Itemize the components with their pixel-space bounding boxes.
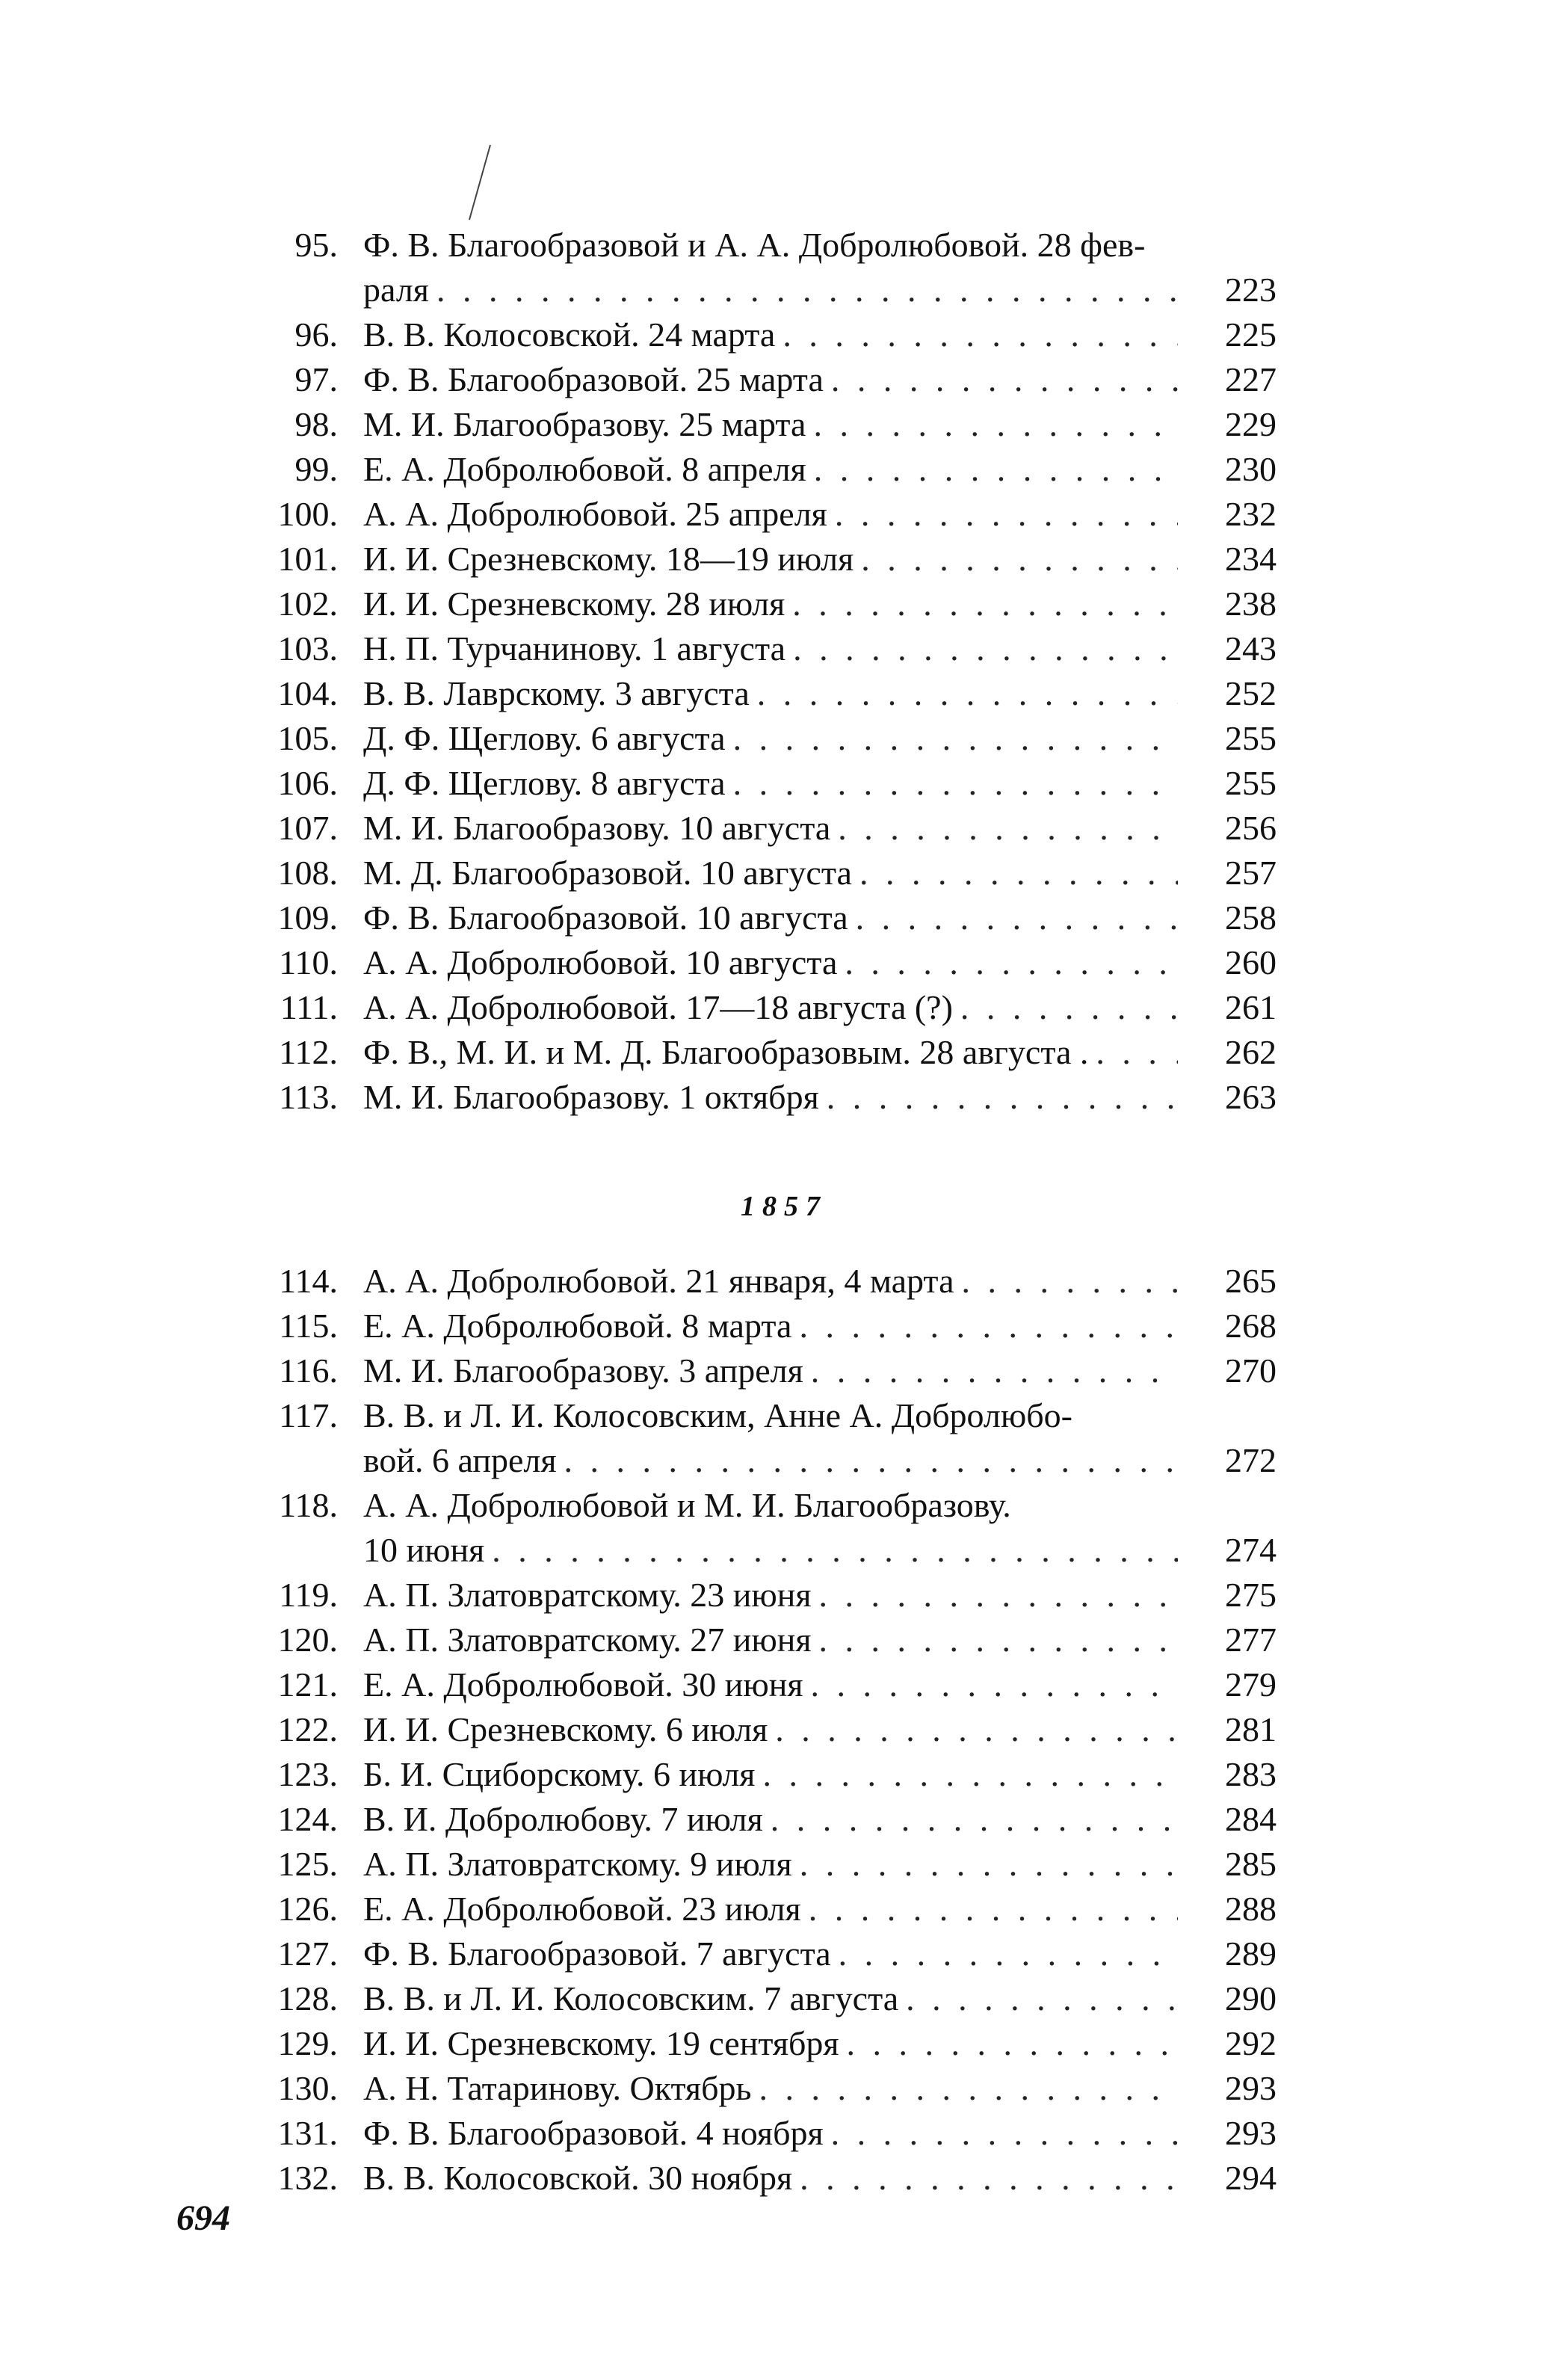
year-heading: 1857 bbox=[741, 1191, 827, 1222]
entry-number: 115. bbox=[279, 1307, 338, 1345]
page-ref: 252 bbox=[1225, 674, 1277, 712]
page-ref: 260 bbox=[1225, 943, 1277, 981]
toc-entry-line bbox=[0, 1932, 1568, 1976]
toc-entry-line bbox=[0, 985, 1568, 1030]
page-ref: 232 bbox=[1225, 495, 1277, 533]
toc-entry-line bbox=[0, 1842, 1568, 1887]
entry-text: Е. А. Добролюбовой. 8 апреля bbox=[363, 450, 806, 488]
page-ref: 292 bbox=[1225, 2024, 1277, 2062]
toc-entry-line bbox=[0, 1438, 1568, 1483]
page-ref: 227 bbox=[1225, 360, 1277, 398]
toc-entry bbox=[0, 895, 1568, 940]
dot-leader bbox=[733, 716, 1178, 761]
entry-text: 10 июня bbox=[363, 1531, 485, 1569]
dot-leader bbox=[811, 1348, 1178, 1393]
entry-text: И. И. Срезневскому. 18—19 июля bbox=[363, 540, 854, 578]
dot-leader bbox=[839, 1932, 1178, 1976]
toc-entry-line bbox=[0, 1797, 1568, 1842]
toc-entry bbox=[0, 626, 1568, 671]
toc-entry-line bbox=[0, 1030, 1568, 1075]
entry-number: 129. bbox=[277, 2024, 338, 2062]
dot-leader bbox=[845, 940, 1178, 985]
dot-leader bbox=[436, 268, 1178, 312]
entry-number: 117. bbox=[279, 1396, 338, 1434]
dot-leader bbox=[861, 537, 1178, 582]
entry-number: 105. bbox=[277, 719, 338, 757]
entry-number: 99. bbox=[294, 450, 338, 488]
pencil-slash-mark bbox=[463, 142, 493, 224]
dot-leader bbox=[1096, 1030, 1178, 1075]
entry-number: 130. bbox=[277, 2069, 338, 2107]
toc-entry bbox=[0, 1932, 1568, 1976]
toc-entry bbox=[0, 223, 1568, 312]
toc-entry bbox=[0, 985, 1568, 1030]
toc-entry bbox=[0, 1348, 1568, 1393]
entry-text: А. П. Златовратскому. 23 июня bbox=[363, 1576, 812, 1614]
page-ref: 289 bbox=[1225, 1934, 1277, 1973]
toc-entry bbox=[0, 492, 1568, 537]
toc-entry bbox=[0, 2156, 1568, 2201]
toc-entry-line bbox=[0, 537, 1568, 582]
page-ref: 272 bbox=[1225, 1441, 1277, 1479]
dot-leader bbox=[818, 1573, 1178, 1618]
entry-text: Е. А. Добролюбовой. 23 июля bbox=[363, 1890, 801, 1928]
toc-entry-line bbox=[0, 1752, 1568, 1797]
entry-text: А. Н. Татаринову. Октябрь bbox=[363, 2069, 752, 2107]
entry-number: 127. bbox=[277, 1934, 338, 1973]
entry-text: И. И. Срезневскому. 6 июля bbox=[363, 1710, 768, 1748]
toc-entry-line bbox=[0, 626, 1568, 671]
toc-entry-line bbox=[0, 761, 1568, 806]
entry-number: 111. bbox=[280, 988, 338, 1026]
toc-entry-line bbox=[0, 940, 1568, 985]
page-ref: 293 bbox=[1225, 2069, 1277, 2107]
entry-text: М. И. Благообразову. 1 октября bbox=[363, 1078, 819, 1116]
page-ref: 262 bbox=[1225, 1033, 1277, 1071]
entry-text: А. А. Добролюбовой и М. И. Благообразову. bbox=[363, 1486, 1011, 1524]
entry-text: А. А. Добролюбовой. 25 апреля bbox=[363, 495, 827, 533]
entry-number: 101. bbox=[277, 540, 338, 578]
toc-entry-line bbox=[0, 268, 1568, 312]
page-ref: 258 bbox=[1225, 898, 1277, 937]
dot-leader bbox=[831, 2111, 1178, 2156]
entry-text: А. А. Добролюбовой. 21 января, 4 марта bbox=[363, 1262, 954, 1300]
entry-number: 121. bbox=[277, 1665, 338, 1704]
toc-entry-line bbox=[0, 716, 1568, 761]
toc-entry-line bbox=[0, 1618, 1568, 1662]
page-ref: 243 bbox=[1225, 629, 1277, 668]
toc-entry bbox=[0, 1304, 1568, 1348]
dot-leader bbox=[783, 312, 1178, 357]
toc-entry-line bbox=[0, 851, 1568, 895]
entry-text: Ф. В. Благообразовой. 25 марта bbox=[363, 360, 824, 398]
toc-entry-line bbox=[0, 447, 1568, 492]
dot-leader bbox=[859, 851, 1178, 895]
toc-entry-line bbox=[0, 895, 1568, 940]
dot-leader bbox=[799, 1304, 1178, 1348]
toc-entry-line bbox=[0, 1662, 1568, 1707]
toc-entry-line bbox=[0, 1304, 1568, 1348]
page-ref: 229 bbox=[1225, 405, 1277, 443]
dot-leader bbox=[906, 1976, 1178, 2021]
page-number: 694 bbox=[176, 2198, 230, 2238]
page-ref: 293 bbox=[1225, 2114, 1277, 2152]
entry-number: 112. bbox=[279, 1033, 338, 1071]
page-ref: 270 bbox=[1225, 1351, 1277, 1390]
dot-leader bbox=[757, 671, 1178, 716]
page-ref: 277 bbox=[1225, 1621, 1277, 1659]
entry-text: вой. 6 апреля bbox=[363, 1441, 557, 1479]
entry-text: Е. А. Добролюбовой. 30 июня bbox=[363, 1665, 803, 1704]
entry-text: М. И. Благообразову. 3 апреля bbox=[363, 1351, 803, 1390]
entry-number: 118. bbox=[279, 1486, 338, 1524]
entry-text: Ф. В., М. И. и М. Д. Благообразовым. 28 августа . bbox=[363, 1033, 1089, 1071]
dot-leader bbox=[814, 447, 1178, 492]
toc-entry-line bbox=[0, 312, 1568, 357]
dot-leader bbox=[771, 1797, 1178, 1842]
toc-entry bbox=[0, 1393, 1568, 1483]
toc-entry-line bbox=[0, 1393, 1568, 1438]
entry-text: В. В. и Л. И. Колосовским. 7 августа bbox=[363, 1979, 899, 2017]
toc-entry bbox=[0, 761, 1568, 806]
toc-entry-line bbox=[0, 1075, 1568, 1120]
entry-text: Ф. В. Благообразовой. 7 августа bbox=[363, 1934, 831, 1973]
toc-entry bbox=[0, 1259, 1568, 1304]
entry-number: 97. bbox=[294, 360, 338, 398]
entry-text: А. А. Добролюбовой. 10 августа bbox=[363, 943, 838, 981]
toc-entry bbox=[0, 582, 1568, 626]
entry-number: 102. bbox=[277, 585, 338, 623]
entry-text: В. В. Колосовской. 24 марта bbox=[363, 315, 776, 354]
toc-entry bbox=[0, 940, 1568, 985]
entry-number: 122. bbox=[277, 1710, 338, 1748]
toc-entry-line bbox=[0, 1528, 1568, 1573]
page-ref: 285 bbox=[1225, 1845, 1277, 1883]
entry-text: Н. П. Турчанинову. 1 августа bbox=[363, 629, 786, 668]
toc-entry-line bbox=[0, 357, 1568, 402]
entry-text: Е. А. Добролюбовой. 8 марта bbox=[363, 1307, 792, 1345]
dot-leader bbox=[960, 985, 1178, 1030]
toc-entry bbox=[0, 1797, 1568, 1842]
entry-number: 98. bbox=[294, 405, 338, 443]
page-ref: 281 bbox=[1225, 1710, 1277, 1748]
dot-leader bbox=[835, 492, 1178, 537]
toc-entry bbox=[0, 1483, 1568, 1573]
entry-text: Ф. В. Благообразовой и А. А. Добролюбовой. 28 фев- bbox=[363, 226, 1146, 264]
entry-number: 96. bbox=[294, 315, 338, 354]
toc-section-1856 bbox=[0, 223, 1568, 1120]
entry-text: М. И. Благообразову. 25 марта bbox=[363, 405, 806, 443]
page-ref: 261 bbox=[1225, 988, 1277, 1026]
dot-leader bbox=[813, 402, 1178, 447]
entry-number: 131. bbox=[277, 2114, 338, 2152]
dot-leader bbox=[492, 1528, 1178, 1573]
toc-entry-line bbox=[0, 402, 1568, 447]
toc-entry-line bbox=[0, 1976, 1568, 2021]
toc-entry-line bbox=[0, 1887, 1568, 1932]
toc-entry bbox=[0, 2021, 1568, 2066]
page-ref: 294 bbox=[1225, 2159, 1277, 2197]
entry-number: 109. bbox=[277, 898, 338, 937]
toc-entry bbox=[0, 1842, 1568, 1887]
page-ref: 255 bbox=[1225, 719, 1277, 757]
toc-entry bbox=[0, 357, 1568, 402]
dot-leader bbox=[962, 1259, 1178, 1304]
page-ref: 290 bbox=[1225, 1979, 1277, 2017]
entry-number: 108. bbox=[277, 854, 338, 892]
page-ref: 225 bbox=[1225, 315, 1277, 354]
toc-entry-line bbox=[0, 223, 1568, 268]
dot-leader bbox=[856, 895, 1178, 940]
toc-entry-line bbox=[0, 2066, 1568, 2111]
page-ref: 274 bbox=[1225, 1531, 1277, 1569]
dot-leader bbox=[792, 582, 1178, 626]
page-ref: 256 bbox=[1225, 809, 1277, 847]
entry-number: 125. bbox=[277, 1845, 338, 1883]
page-ref: 288 bbox=[1225, 1890, 1277, 1928]
entry-text: И. И. Срезневскому. 28 июля bbox=[363, 585, 785, 623]
entry-number: 110. bbox=[279, 943, 338, 981]
page-ref: 265 bbox=[1225, 1262, 1277, 1300]
toc-entry bbox=[0, 537, 1568, 582]
toc-entry-line bbox=[0, 2021, 1568, 2066]
toc-entry-line bbox=[0, 2111, 1568, 2156]
page-ref: 234 bbox=[1225, 540, 1277, 578]
toc-entry bbox=[0, 1887, 1568, 1932]
toc-entry bbox=[0, 447, 1568, 492]
entry-number: 113. bbox=[279, 1078, 338, 1116]
entry-number: 104. bbox=[277, 674, 338, 712]
entry-text: В. В. и Л. И. Колосовским, Анне А. Добролюбо- bbox=[363, 1396, 1072, 1434]
page-ref: 255 bbox=[1225, 764, 1277, 802]
dot-leader bbox=[847, 2021, 1178, 2066]
toc-entry bbox=[0, 312, 1568, 357]
entry-text: Б. И. Сциборскому. 6 июля bbox=[363, 1755, 756, 1793]
toc-entry bbox=[0, 1573, 1568, 1618]
toc-entry-line bbox=[0, 806, 1568, 851]
entry-text: И. И. Срезневскому. 19 сентября bbox=[363, 2024, 839, 2062]
dot-leader bbox=[759, 2066, 1178, 2111]
entry-text: Ф. В. Благообразовой. 4 ноября bbox=[363, 2114, 824, 2152]
toc-entry bbox=[0, 1976, 1568, 2021]
entry-number: 128. bbox=[277, 1979, 338, 2017]
page-ref: 230 bbox=[1225, 450, 1277, 488]
entry-text: Д. Ф. Щеглову. 6 августа bbox=[363, 719, 726, 757]
entry-text: А. А. Добролюбовой. 17—18 августа (?) bbox=[363, 988, 953, 1026]
entry-number: 119. bbox=[279, 1576, 338, 1614]
page-ref: 263 bbox=[1225, 1078, 1277, 1116]
entry-number: 123. bbox=[277, 1755, 338, 1793]
page-ref: 268 bbox=[1225, 1307, 1277, 1345]
dot-leader bbox=[793, 626, 1178, 671]
dot-leader bbox=[811, 1662, 1179, 1707]
dot-leader bbox=[733, 761, 1178, 806]
dot-leader bbox=[818, 1618, 1178, 1662]
toc-entry-line bbox=[0, 492, 1568, 537]
toc-entry bbox=[0, 806, 1568, 851]
dot-leader bbox=[775, 1707, 1178, 1752]
toc-entry-line bbox=[0, 1573, 1568, 1618]
toc-entry-line bbox=[0, 2156, 1568, 2201]
toc-entry-line bbox=[0, 1707, 1568, 1752]
entry-number: 103. bbox=[277, 629, 338, 668]
entry-number: 107. bbox=[277, 809, 338, 847]
entry-number: 106. bbox=[277, 764, 338, 802]
toc-entry bbox=[0, 716, 1568, 761]
toc-section-1857 bbox=[0, 1259, 1568, 2201]
page-ref: 283 bbox=[1225, 1755, 1277, 1793]
entry-text: Ф. В. Благообразовой. 10 августа bbox=[363, 898, 848, 937]
dot-leader bbox=[809, 1887, 1178, 1932]
toc-entry bbox=[0, 1752, 1568, 1797]
dot-leader bbox=[800, 1842, 1178, 1887]
entry-number: 116. bbox=[279, 1351, 338, 1390]
toc-entry bbox=[0, 1030, 1568, 1075]
entry-text: В. В. Колосовской. 30 ноября bbox=[363, 2159, 793, 2197]
toc-entry bbox=[0, 1707, 1568, 1752]
entry-number: 132. bbox=[277, 2159, 338, 2197]
dot-leader bbox=[831, 357, 1178, 402]
entry-number: 100. bbox=[277, 495, 338, 533]
entry-text: А. П. Златовратскому. 9 июля bbox=[363, 1845, 792, 1883]
page-ref: 223 bbox=[1225, 271, 1277, 309]
toc-entry bbox=[0, 2066, 1568, 2111]
page-ref: 238 bbox=[1225, 585, 1277, 623]
toc-entry-line bbox=[0, 1348, 1568, 1393]
toc-entry bbox=[0, 2111, 1568, 2156]
toc-entry-line bbox=[0, 671, 1568, 716]
entry-text: раля bbox=[363, 271, 429, 309]
toc-entry bbox=[0, 1662, 1568, 1707]
page-ref: 279 bbox=[1225, 1665, 1277, 1704]
toc-entry bbox=[0, 671, 1568, 716]
entry-text: В. И. Добролюбову. 7 июля bbox=[363, 1800, 763, 1838]
entry-text: Д. Ф. Щеглову. 8 августа bbox=[363, 764, 726, 802]
dot-leader bbox=[800, 2156, 1178, 2201]
toc-entry-line bbox=[0, 582, 1568, 626]
dot-leader bbox=[827, 1075, 1178, 1120]
entry-text: А. П. Златовратскому. 27 июня bbox=[363, 1621, 812, 1659]
page-ref: 257 bbox=[1225, 854, 1277, 892]
entry-number: 114. bbox=[279, 1262, 338, 1300]
entry-number: 126. bbox=[277, 1890, 338, 1928]
entry-number: 124. bbox=[277, 1800, 338, 1838]
entry-text: М. Д. Благообразовой. 10 августа bbox=[363, 854, 852, 892]
entry-text: М. И. Благообразову. 10 августа bbox=[363, 809, 831, 847]
page-ref: 275 bbox=[1225, 1576, 1277, 1614]
toc-entry-line bbox=[0, 1259, 1568, 1304]
toc-entry bbox=[0, 851, 1568, 895]
toc-entry-line bbox=[0, 1483, 1568, 1528]
toc-entry bbox=[0, 402, 1568, 447]
entry-number: 95. bbox=[294, 226, 338, 264]
entry-text: В. В. Лаврскому. 3 августа bbox=[363, 674, 750, 712]
toc-entry bbox=[0, 1618, 1568, 1662]
entry-number: 120. bbox=[277, 1621, 338, 1659]
dot-leader bbox=[838, 806, 1178, 851]
dot-leader bbox=[564, 1438, 1178, 1483]
page-ref: 284 bbox=[1225, 1800, 1277, 1838]
toc-entry bbox=[0, 1075, 1568, 1120]
dot-leader bbox=[762, 1752, 1178, 1797]
